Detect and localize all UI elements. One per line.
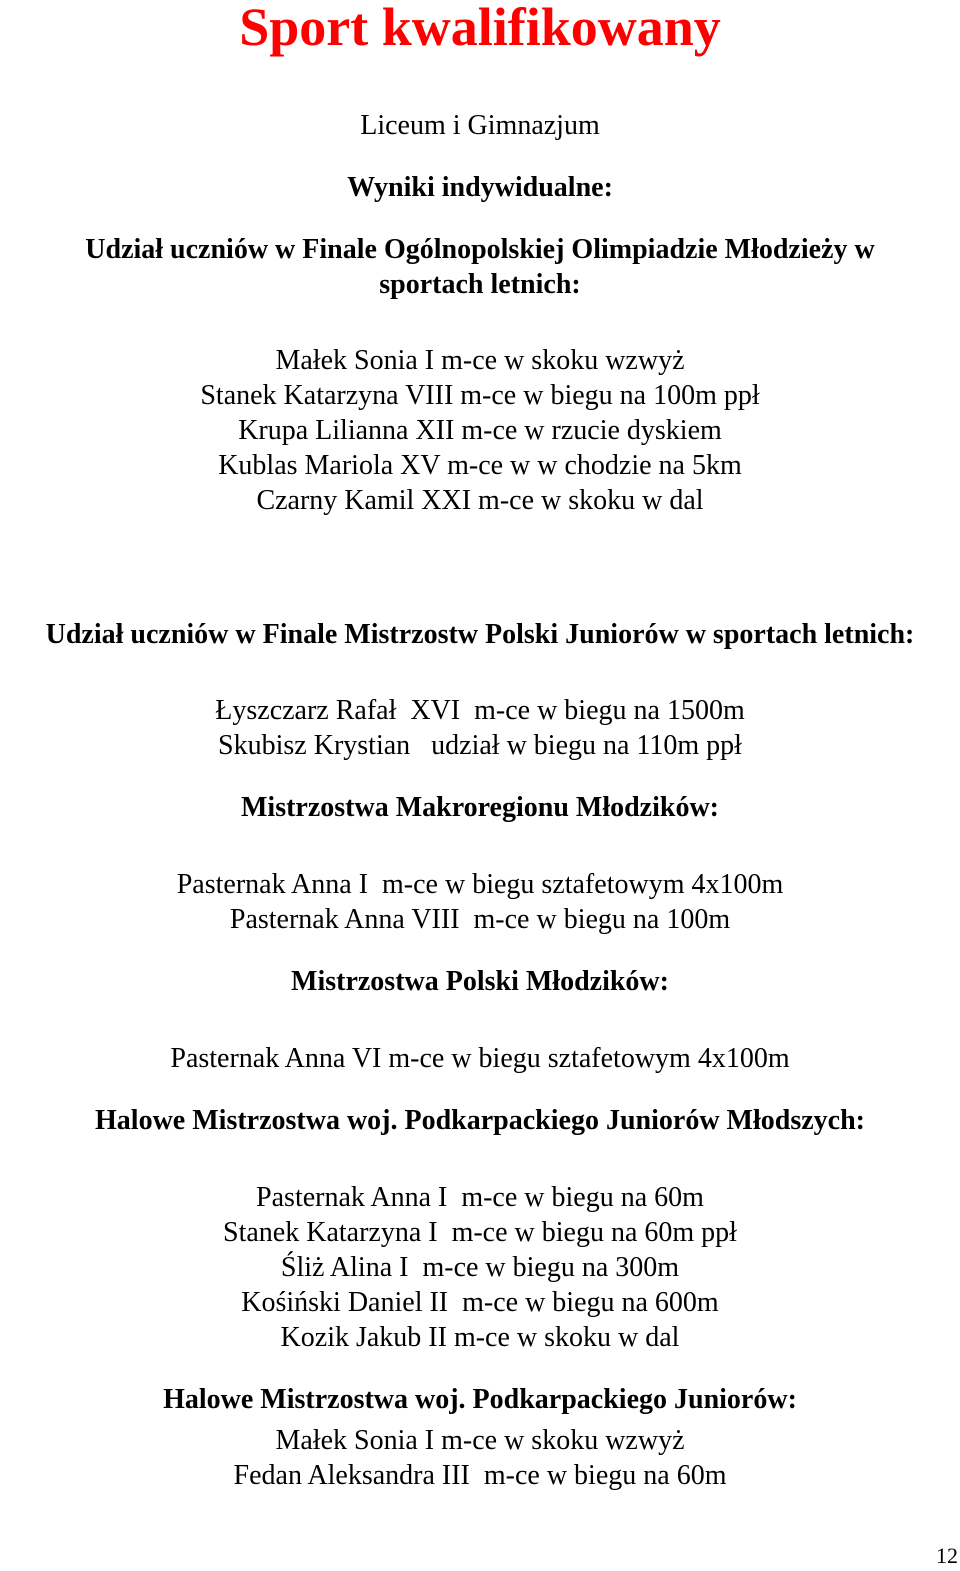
indoor-younger-juniors-heading: Halowe Mistrzostwa woj. Podkarpackiego Juniorów Młodszych: <box>95 1105 865 1136</box>
list-item: Skubisz Krystian udział w biegu na 110m ppł <box>218 730 742 761</box>
indoor-juniors-results-list <box>0 1423 960 1493</box>
individual-results-heading: Wyniki indywidualne: <box>347 172 613 203</box>
olympiad-heading-line1: Udział uczniów w Finale Ogólnopolskiej Olimpiadzie Młodzieży w <box>85 234 875 265</box>
olympiad-results-list <box>0 343 960 518</box>
list-item: Pasternak Anna VIII m-ce w biegu na 100m <box>229 904 731 935</box>
list-item: Fedan Aleksandra III m-ce w biegu na 60m <box>233 1460 727 1491</box>
macroregion-results-list <box>0 867 960 937</box>
list-item: Małek Sonia I m-ce w skoku wzwyż <box>275 1425 685 1456</box>
juniors-final-heading: Udział uczniów w Finale Mistrzostw Polski Juniorów w sportach letnich: <box>45 619 915 650</box>
list-item: Pasternak Anna I m-ce w biegu na 60m <box>256 1182 704 1213</box>
macroregion-heading: Mistrzostwa Makroregionu Młodzików: <box>240 792 720 823</box>
indoor-younger-juniors-results-list <box>0 1180 960 1355</box>
list-item: Pasternak Anna VI m-ce w biegu sztafetowym 4x100m <box>170 1043 790 1074</box>
list-item: Pasternak Anna I m-ce w biegu sztafetowym 4x100m <box>176 869 784 900</box>
poland-youth-heading: Mistrzostwa Polski Młodzików: <box>291 966 669 997</box>
juniors-final-results-list <box>0 693 960 763</box>
list-item: Kublas Mariola XV m-ce w w chodzie na 5km <box>218 450 742 481</box>
list-item: Łyszczarz Rafał XVI m-ce w biegu na 1500m <box>215 695 745 726</box>
list-item: Czarny Kamil XXI m-ce w skoku w dal <box>256 485 704 516</box>
poland-youth-results-list <box>0 1041 960 1076</box>
list-item: Małek Sonia I m-ce w skoku wzwyż <box>275 345 685 376</box>
olympiad-heading-line2: sportach letnich: <box>379 269 581 300</box>
list-item: Stanek Katarzyna VIII m-ce w biegu na 100m ppł <box>200 380 760 411</box>
list-item: Kozik Jakub II m-ce w skoku w dal <box>280 1322 680 1353</box>
list-item: Stanek Katarzyna I m-ce w biegu na 60m ppł <box>223 1217 737 1248</box>
indoor-juniors-heading: Halowe Mistrzostwa woj. Podkarpackiego Juniorów: <box>163 1384 797 1415</box>
page-title: Sport kwalifikowany <box>239 0 721 57</box>
list-item: Śliż Alina I m-ce w biegu na 300m <box>280 1252 680 1283</box>
list-item: Kośiński Daniel II m-ce w biegu na 600m <box>241 1287 719 1318</box>
list-item: Krupa Lilianna XII m-ce w rzucie dyskiem <box>238 415 722 446</box>
page-number: 12 <box>936 1543 958 1568</box>
school-subtitle: Liceum i Gimnazjum <box>360 110 600 141</box>
